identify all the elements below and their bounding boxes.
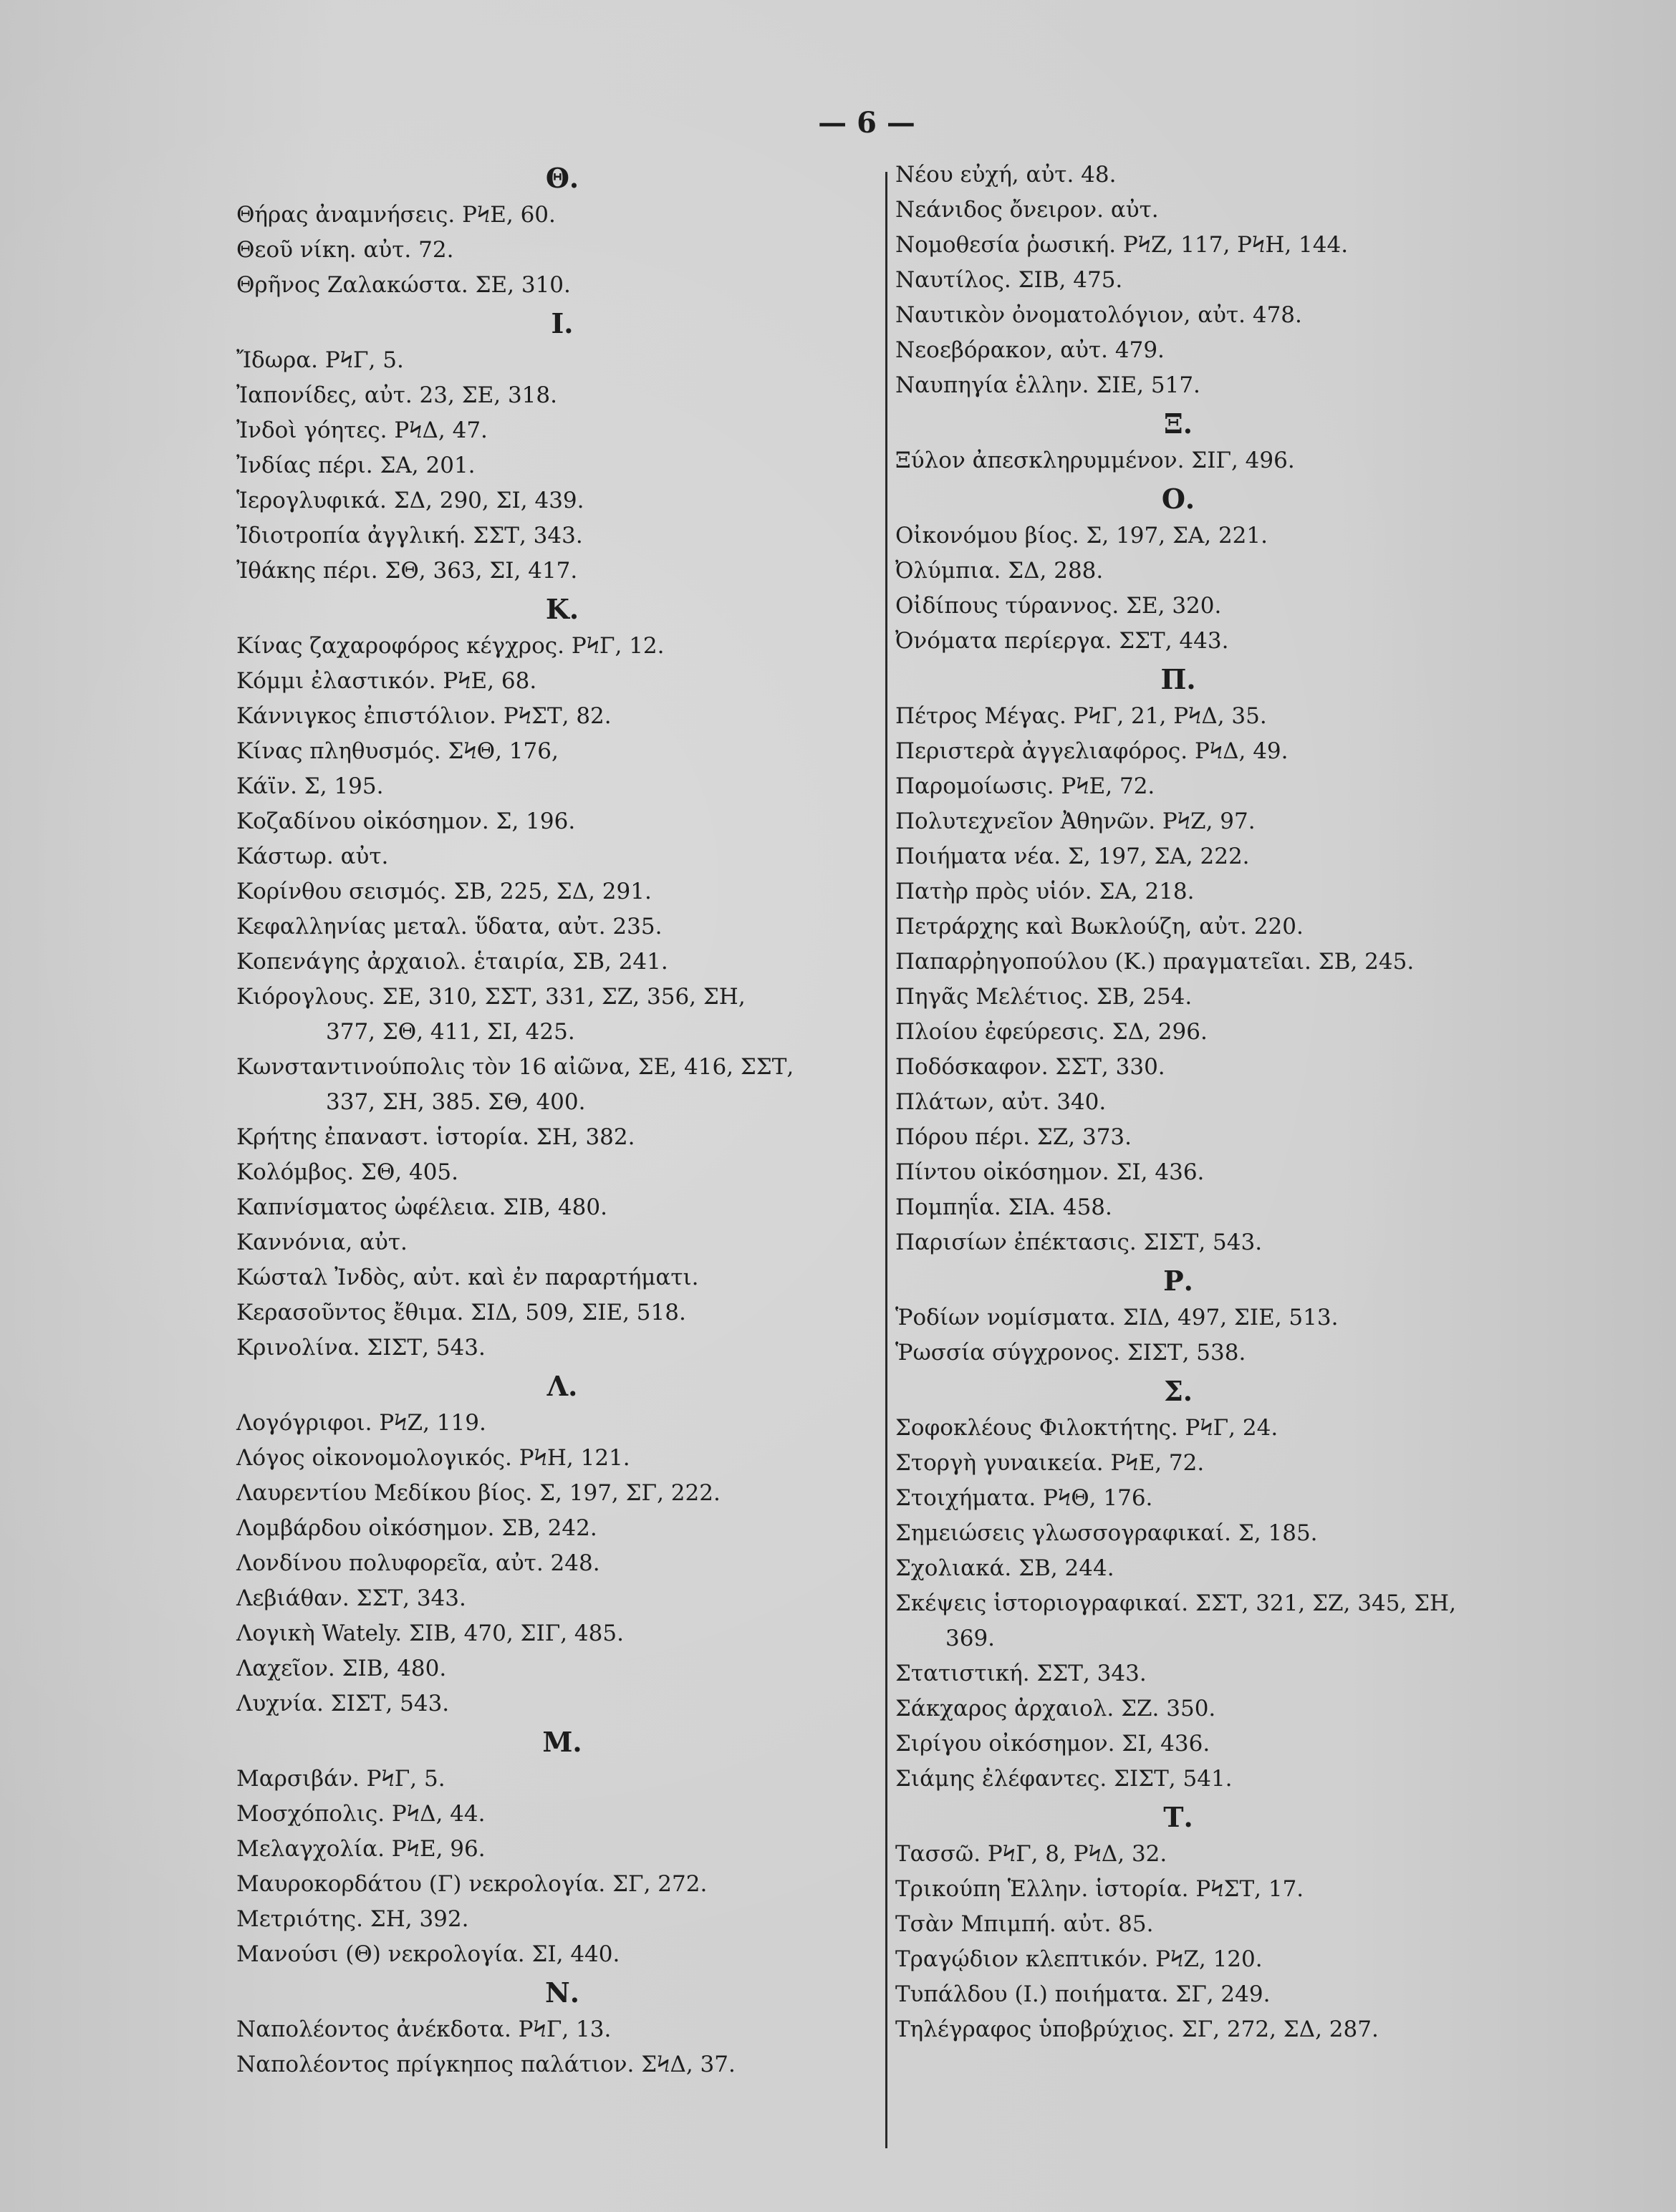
index-entry: Κόμμι ἐλαστικόν. ΡϞΕ, 68. bbox=[236, 668, 537, 694]
index-entry: Πομπηΐα. ΣΙΑ. 458. bbox=[895, 1194, 1112, 1220]
section-letter: Π. bbox=[1160, 663, 1196, 695]
index-entry-continuation: 369. bbox=[945, 1626, 996, 1651]
index-entry: Πετράρχης καὶ Βωκλούζη, αὐτ. 220. bbox=[895, 914, 1304, 940]
index-entry: Ἴδωρα. ΡϞΓ, 5. bbox=[236, 347, 404, 373]
index-entry: Σάκχαρος ἀρχαιολ. ΣΖ. 350. bbox=[895, 1696, 1216, 1721]
index-entry: Λαχεῖον. ΣΙΒ, 480. bbox=[236, 1656, 447, 1681]
index-entry: Τασσῶ. ΡϞΓ, 8, ΡϞΔ, 32. bbox=[895, 1841, 1167, 1867]
index-entry: Ναπολέοντος πρίγκηπος παλάτιον. ΣϞΔ, 37. bbox=[236, 2052, 736, 2077]
index-entry: Καννόνια, αὐτ. bbox=[236, 1230, 408, 1255]
section-letter: Τ. bbox=[1163, 1801, 1193, 1833]
column-divider bbox=[885, 172, 887, 2148]
index-entry: Λογόγριφοι. ΡϞΖ, 119. bbox=[236, 1410, 486, 1436]
index-entry: Νέου εὐχή, αὐτ. 48. bbox=[895, 162, 1117, 188]
index-entry: Ἰνδοὶ γόητες. ΡϞΔ, 47. bbox=[236, 417, 488, 443]
section-letter: Λ. bbox=[546, 1370, 578, 1402]
index-entry: Ναυπηγία ἑλλην. ΣΙΕ, 517. bbox=[895, 372, 1200, 398]
index-entry: Ῥοδίων νομίσματα. ΣΙΔ, 497, ΣΙΕ, 513. bbox=[895, 1305, 1339, 1330]
index-entry: Ναυτίλος. ΣΙΒ, 475. bbox=[895, 267, 1123, 293]
section-letter: Ι. bbox=[551, 307, 574, 339]
index-entry: Κεφαλληνίας μεταλ. ὕδατα, αὐτ. 235. bbox=[236, 914, 663, 940]
index-entry: Θρῆνος Ζαλακώστα. ΣΕ, 310. bbox=[236, 272, 571, 298]
index-entry: Ὀλύμπια. ΣΔ, 288. bbox=[895, 558, 1104, 584]
index-entry: Ἰθάκης πέρι. ΣΘ, 363, ΣΙ, 417. bbox=[236, 558, 578, 584]
index-entry: Κίνας πληθυσμός. ΣϞΘ, 176, bbox=[236, 738, 559, 764]
index-entry: Κωνσταντινούπολις τὸν 16 αἰῶνα, ΣΕ, 416, ΣΣΤ, bbox=[236, 1054, 794, 1080]
index-entry: Ναπολέοντος ἀνέκδοτα. ΡϞΓ, 13. bbox=[236, 2017, 612, 2042]
index-entry: Πίντου οἰκόσημον. ΣΙ, 436. bbox=[895, 1159, 1205, 1185]
index-entry: Κάννιγκος ἐπιστόλιον. ΡϞΣΤ, 82. bbox=[236, 703, 612, 729]
index-entry: Οἰδίπους τύραννος. ΣΕ, 320. bbox=[895, 593, 1222, 619]
index-entry: Κώσταλ Ἰνδὸς, αὐτ. καὶ ἐν παραρτήματι. bbox=[236, 1265, 699, 1290]
index-entry: Στατιστική. ΣΣΤ, 343. bbox=[895, 1661, 1147, 1686]
index-entry: Πατὴρ πρὸς υἱόν. ΣΑ, 218. bbox=[895, 879, 1195, 904]
index-entry: Πλοίου ἐφεύρεσις. ΣΔ, 296. bbox=[895, 1019, 1208, 1045]
index-entry: Μετριότης. ΣΗ, 392. bbox=[236, 1906, 469, 1932]
index-entry: Οἰκονόμου βίος. Σ, 197, ΣΑ, 221. bbox=[895, 523, 1268, 549]
index-entry: Πόρου πέρι. ΣΖ, 373. bbox=[895, 1124, 1132, 1150]
index-entry: Ἰνδίας πέρι. ΣΑ, 201. bbox=[236, 453, 476, 478]
index-entry: Τραγῴδιον κλεπτικόν. ΡϞΖ, 120. bbox=[895, 1946, 1263, 1972]
section-letter: Ξ. bbox=[1164, 407, 1193, 440]
index-entry: Παρισίων ἐπέκτασις. ΣΙΣΤ, 543. bbox=[895, 1230, 1263, 1255]
index-entry: Τσὰν Μπιμπή. αὐτ. 85. bbox=[895, 1911, 1154, 1937]
index-entry: Σκέψεις ἱστοριογραφικαί. ΣΣΤ, 321, ΣΖ, 345, ΣΗ, bbox=[895, 1590, 1456, 1616]
index-column-left bbox=[236, 158, 888, 2082]
index-entry: Κιόρογλους. ΣΕ, 310, ΣΣΤ, 331, ΣΖ, 356, ΣΗ, bbox=[236, 984, 746, 1010]
index-entry: Στοργὴ γυναικεία. ΡϞΕ, 72. bbox=[895, 1450, 1205, 1476]
index-entry: Ἰδιοτροπία ἀγγλική. ΣΣΤ, 343. bbox=[236, 523, 583, 549]
index-entry-continuation: 377, ΣΘ, 411, ΣΙ, 425. bbox=[326, 1019, 575, 1045]
index-entry: Τρικούπη Ἑλλην. ἱστορία. ΡϞΣΤ, 17. bbox=[895, 1876, 1304, 1902]
index-entry: Λεβιάθαν. ΣΣΤ, 343. bbox=[236, 1585, 466, 1611]
index-entry: Μανούσι (Θ) νεκρολογία. ΣΙ, 440. bbox=[236, 1941, 620, 1967]
index-entry: Στοιχήματα. ΡϞΘ, 176. bbox=[895, 1485, 1153, 1511]
index-entry: Λόγος οἰκονομολογικός. ΡϞΗ, 121. bbox=[236, 1445, 630, 1471]
index-entry: Ῥωσσία σύγχρονος. ΣΙΣΤ, 538. bbox=[895, 1340, 1246, 1366]
index-entry: Κάϊν. Σ, 195. bbox=[236, 773, 384, 799]
index-entry: Ἰαπονίδες, αὐτ. 23, ΣΕ, 318. bbox=[236, 382, 557, 408]
index-entry: Κοπενάγης ἀρχαιολ. ἑταιρία, ΣΒ, 241. bbox=[236, 949, 668, 975]
index-entry: Μελαγχολία. ΡϞΕ, 96. bbox=[236, 1836, 486, 1862]
index-entry: Σημειώσεις γλωσσογραφικαί. Σ, 185. bbox=[895, 1520, 1318, 1546]
index-entry: Νεοεβόρακον, αὐτ. 479. bbox=[895, 337, 1165, 363]
index-entry: Κάστωρ. αὐτ. bbox=[236, 844, 389, 869]
index-entry: Λομβάρδου οἰκόσημον. ΣΒ, 242. bbox=[236, 1515, 597, 1541]
index-entry: Λογικὴ Wately. ΣΙΒ, 470, ΣΙΓ, 485. bbox=[236, 1621, 624, 1646]
index-entry: Ἱερογλυφικά. ΣΔ, 290, ΣΙ, 439. bbox=[236, 488, 584, 513]
index-entry: Ποιήματα νέα. Σ, 197, ΣΑ, 222. bbox=[895, 844, 1250, 869]
index-entry: Πλάτων, αὐτ. 340. bbox=[895, 1089, 1107, 1115]
index-entry: Κορίνθου σεισμός. ΣΒ, 225, ΣΔ, 291. bbox=[236, 879, 652, 904]
index-entry: Κοζαδίνου οἰκόσημον. Σ, 196. bbox=[236, 808, 576, 834]
section-letter: Ο. bbox=[1161, 483, 1195, 515]
index-entry: Νεάνιδος ὄνειρον. αὐτ. bbox=[895, 197, 1159, 223]
index-entry: Κρινολίνα. ΣΙΣΤ, 543. bbox=[236, 1335, 486, 1361]
section-letter: Θ. bbox=[545, 162, 579, 194]
index-entry: Σιρίγου οἰκόσημον. ΣΙ, 436. bbox=[895, 1731, 1210, 1757]
index-entry: Περιστερὰ ἀγγελιαφόρος. ΡϞΔ, 49. bbox=[895, 738, 1289, 764]
section-letter: Σ. bbox=[1163, 1375, 1193, 1407]
index-entry: Πολυτεχνεῖον Ἀθηνῶν. ΡϞΖ, 97. bbox=[895, 808, 1256, 834]
index-entry-continuation: 337, ΣΗ, 385. ΣΘ, 400. bbox=[326, 1089, 586, 1115]
index-entry: Κίνας ζαχαροφόρος κέγχρος. ΡϞΓ, 12. bbox=[236, 633, 665, 659]
index-entry: Θήρας ἀναμνήσεις. ΡϞΕ, 60. bbox=[236, 202, 556, 228]
section-letter: Ν. bbox=[545, 1976, 579, 2009]
index-entry: Μοσχόπολις. ΡϞΔ, 44. bbox=[236, 1801, 486, 1827]
index-entry: Θεοῦ νίκη. αὐτ. 72. bbox=[236, 237, 454, 263]
index-entry: Λαυρεντίου Μεδίκου βίος. Σ, 197, ΣΓ, 222. bbox=[236, 1480, 721, 1506]
section-letter: Ρ. bbox=[1163, 1265, 1193, 1297]
index-entry: Κερασοῦντος ἔθιμα. ΣΙΔ, 509, ΣΙΕ, 518. bbox=[236, 1300, 686, 1325]
index-entry: Σχολιακά. ΣΒ, 244. bbox=[895, 1555, 1114, 1581]
index-entry: Μαρσιβάν. ΡϞΓ, 5. bbox=[236, 1766, 446, 1792]
index-entry: Πέτρος Μέγας. ΡϞΓ, 21, ΡϞΔ, 35. bbox=[895, 703, 1267, 729]
index-entry: Ξύλον ἀπεσκληρυμμένον. ΣΙΓ, 496. bbox=[895, 448, 1295, 473]
index-entry: Κολόμβος. ΣΘ, 405. bbox=[236, 1159, 458, 1185]
index-entry: Σοφοκλέους Φιλοκτήτης. ΡϞΓ, 24. bbox=[895, 1415, 1278, 1441]
index-entry: Καπνίσματος ὠφέλεια. ΣΙΒ, 480. bbox=[236, 1194, 607, 1220]
index-entry: Λυχνία. ΣΙΣΤ, 543. bbox=[236, 1691, 450, 1716]
section-letter: Κ. bbox=[545, 593, 579, 625]
index-column-right bbox=[895, 158, 1461, 2047]
index-entry: Ναυτικὸν ὀνοματολόγιον, αὐτ. 478. bbox=[895, 302, 1302, 328]
index-entry: Κρήτης ἐπαναστ. ἱστορία. ΣΗ, 382. bbox=[236, 1124, 635, 1150]
section-letter: Μ. bbox=[542, 1726, 582, 1758]
index-entry: Τυπάλδου (Ι.) ποιήματα. ΣΓ, 249. bbox=[895, 1981, 1271, 2007]
index-entry: Νομοθεσία ῥωσική. ΡϞΖ, 117, ΡϞΗ, 144. bbox=[895, 232, 1349, 258]
index-entry: Παπαρῤηγοπούλου (Κ.) πραγματεῖαι. ΣΒ, 245. bbox=[895, 949, 1415, 975]
page-number: — 6 — bbox=[818, 106, 915, 140]
index-entry: Πηγᾶς Μελέτιος. ΣΒ, 254. bbox=[895, 984, 1193, 1010]
index-entry: Τηλέγραφος ὑποβρύχιος. ΣΓ, 272, ΣΔ, 287. bbox=[895, 2017, 1379, 2042]
index-entry: Παρομοίωσις. ΡϞΕ, 72. bbox=[895, 773, 1155, 799]
index-entry: Ποδόσκαφον. ΣΣΤ, 330. bbox=[895, 1054, 1165, 1080]
index-entry: Λονδίνου πολυφορεῖα, αὐτ. 248. bbox=[236, 1550, 600, 1576]
index-entry: Μαυροκορδάτου (Γ) νεκρολογία. ΣΓ, 272. bbox=[236, 1871, 708, 1897]
index-entry: Ὀνόματα περίεργα. ΣΣΤ, 443. bbox=[895, 628, 1229, 654]
index-entry: Σιάμης ἐλέφαντες. ΣΙΣΤ, 541. bbox=[895, 1766, 1233, 1792]
